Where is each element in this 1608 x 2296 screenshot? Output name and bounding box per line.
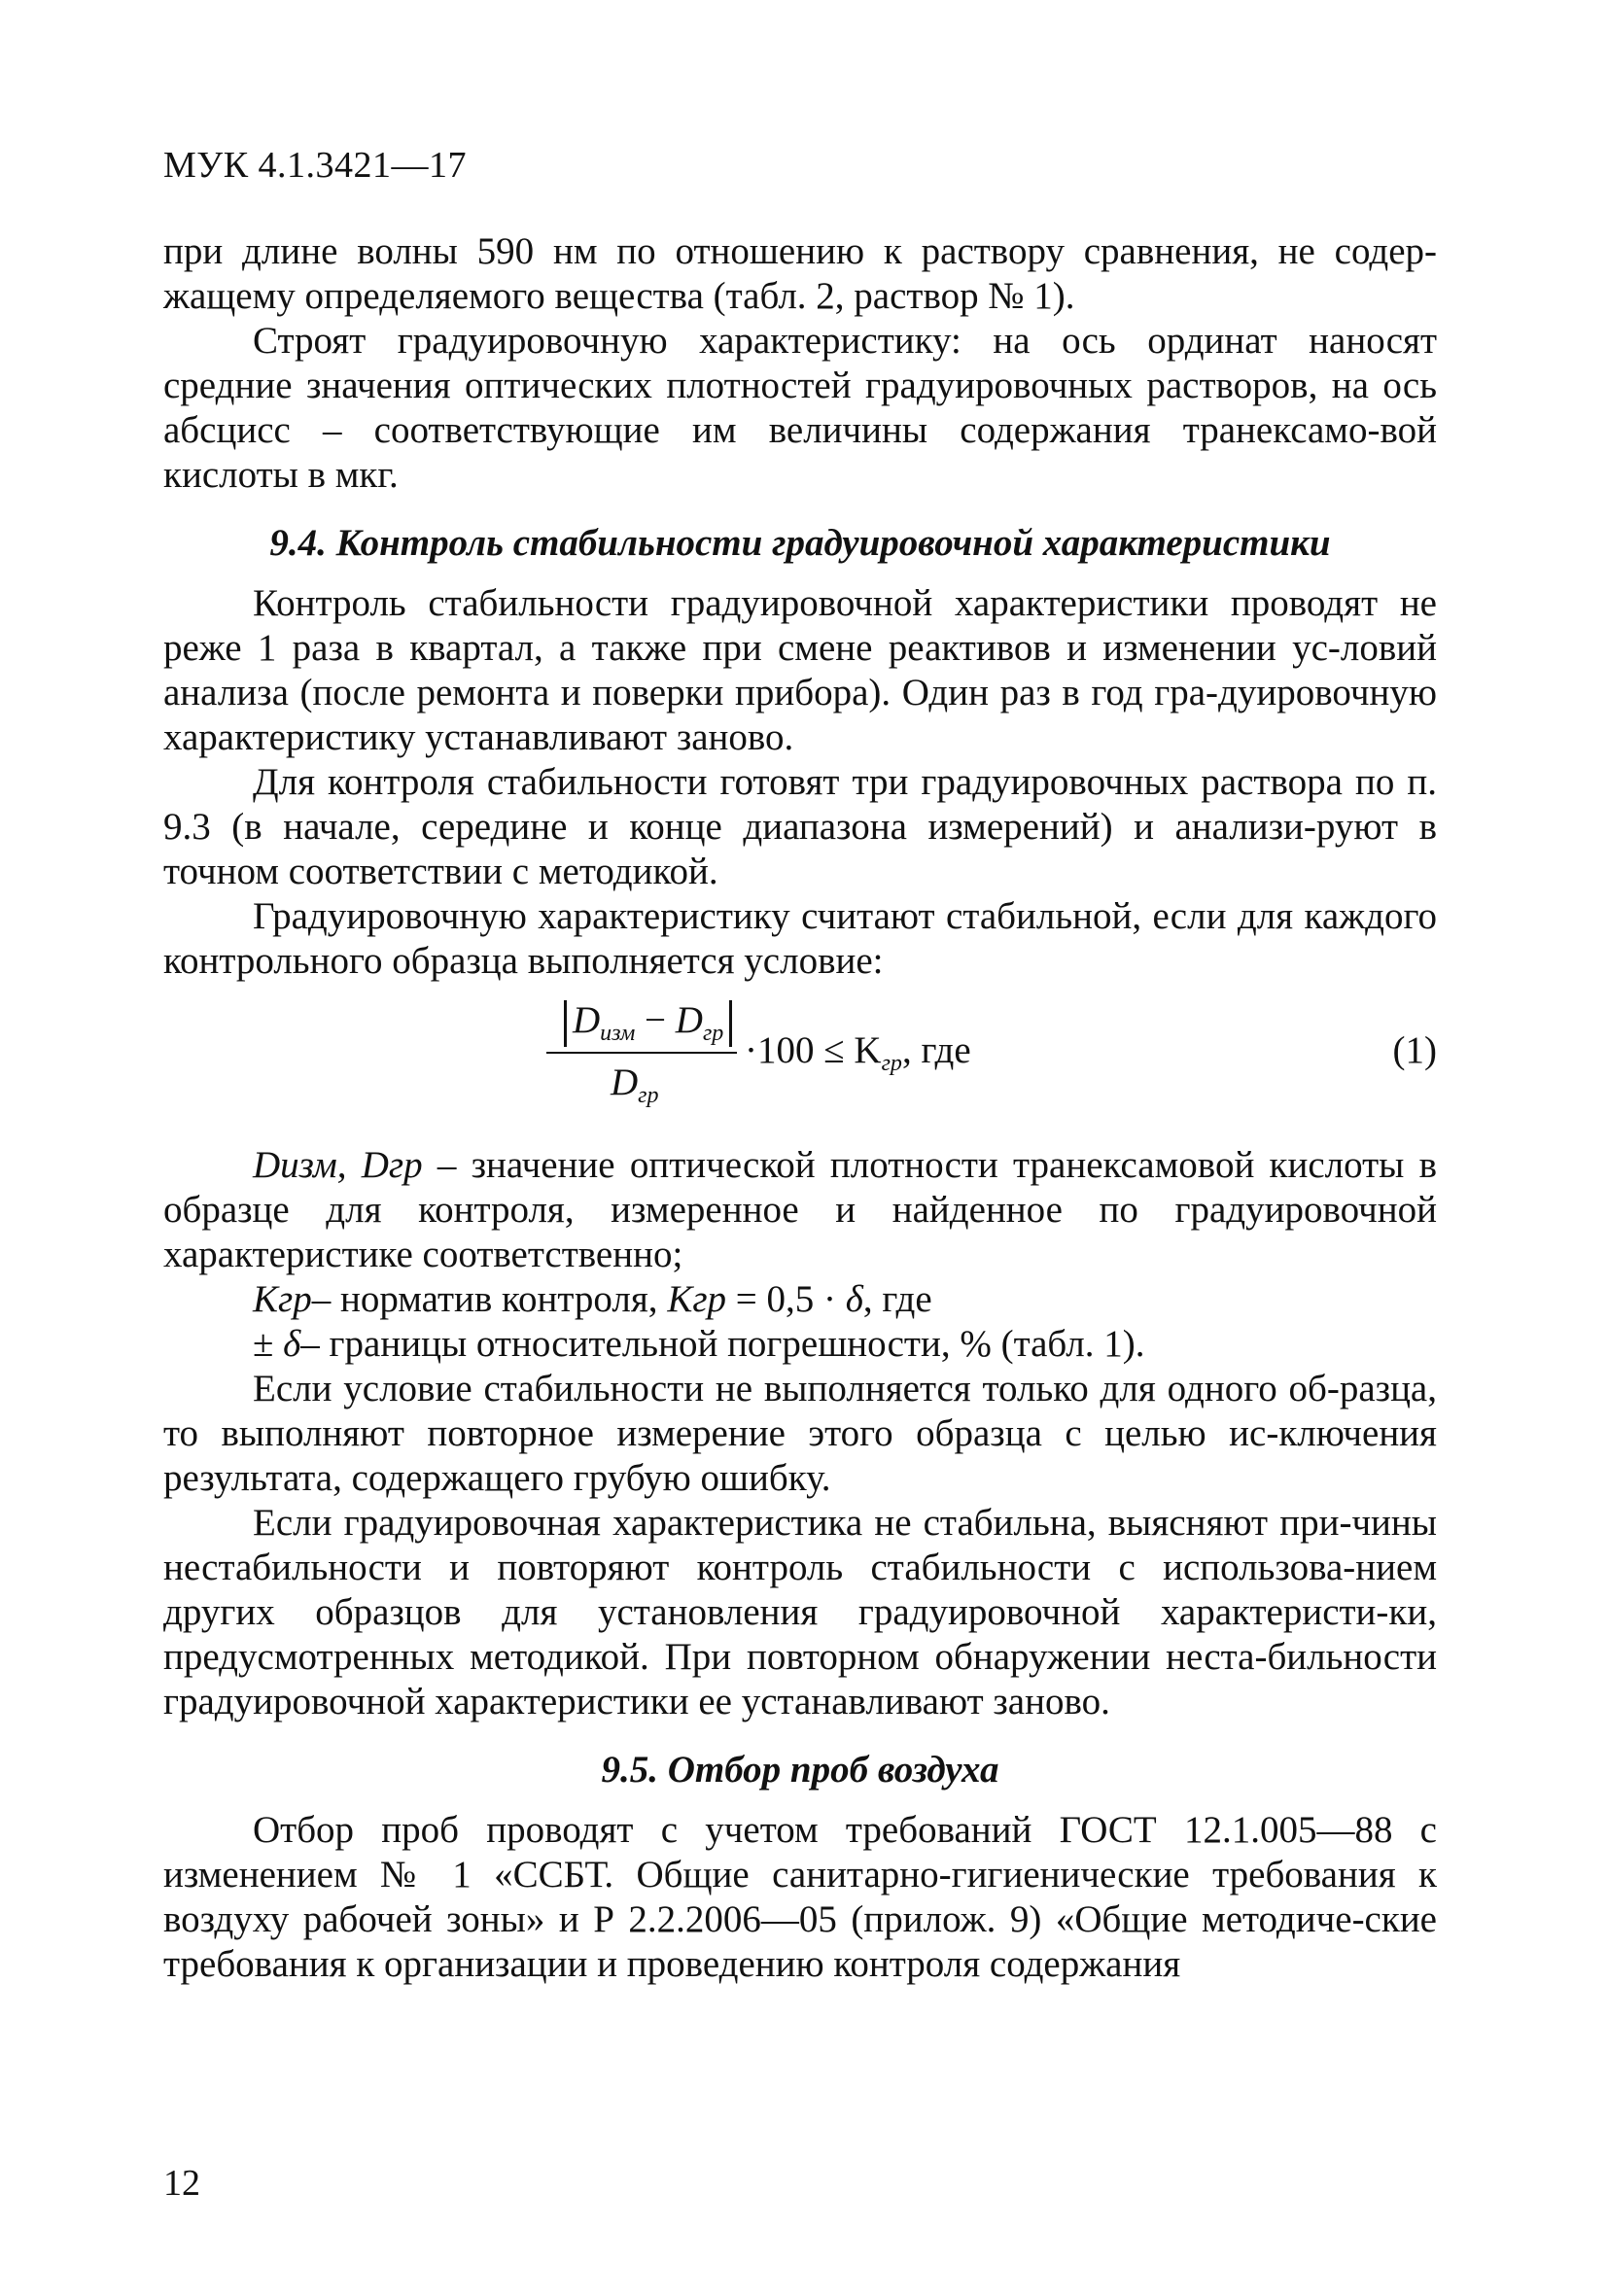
paragraph: Строят градуировочную характеристику: на ось ординат наносят средние значения оптических плотностей градуировочных растворов, на ось абсцисс – соответствующие им величины содержания транексамо-вой кислоты в мкг. [163,320,1437,496]
definition-delta: ± δ– границы относительной погрешности, % (табл. 1). [253,1323,1145,1365]
formula-fraction [546,990,752,1112]
definition-d: Dизм, Dгр – значение оптической плотности транексамовой кислоты в образце для контроля, измеренное и найденное по градуировочной характеристике соответственно; [163,1144,1437,1275]
stability-formula [546,990,1091,1135]
formula-denominator: $D_{гр}$ [611,1061,659,1108]
paragraph: Отбор проб проводят с учетом требований ГОСТ 12.1.005—88 с изменением № 1 «ССБТ. Общие санитарно-гигиенические требования к воздуху рабочей зоны» и Р 2.2.2006—05 (прилож. 9) «Общие методиче-ские требования к организации и проведению контроля содержания [163,1809,1437,1985]
formula-numerator: $D_{изм} - D_{гр}$ [546,990,752,1052]
page-number: 12 [163,2163,200,2204]
section-heading-9-4: 9.4. Контроль стабильности градуировочной характеристики [269,522,1331,564]
formula-block [163,990,1437,1135]
paragraph: при длине волны 590 нм по отношению к раствору сравнения, не содер-жащему определяемого вещества (табл. 2, раствор № 1). [163,230,1437,317]
paragraph: Градуировочную характеристику считают стабильной, если для каждого контрольного образца выполняется условие: [163,895,1437,982]
paragraph: Если градуировочная характеристика не стабильна, выясняют при-чины нестабильности и повторяют контроль стабильности с использова-нием других образцов для установления градуировочной характеристи-ки, предусмотренных методикой. При повторном обнаружении неста-бильности градуировочной характеристики ее устанавливают заново. [163,1502,1437,1722]
body-text [163,229,1437,1987]
equation-number: (1) [1392,1029,1437,1071]
definition-k: Kгр– норматив контроля, Kгр = 0,5 · δ, где [253,1278,932,1320]
section-heading-9-5: 9.5. Отбор проб воздуха [601,1749,999,1791]
paragraph: Для контроля стабильности готовят три градуировочных раствора по п. 9.3 (в начале, середине и конце диапазона измерений) и анализи-руют в точном соответствии с методикой. [163,761,1437,892]
paragraph: Если условие стабильности не выполняется только для одного об-разца, то выполняют повторное измерение этого образца с целью ис-ключения результата, содержащего грубую ошибку. [163,1368,1437,1499]
running-header: МУК 4.1.3421—17 [163,145,468,186]
formula-right-side: $\cdot 100 \le K_{гр}$, где [745,1029,971,1076]
paragraph: Контроль стабильности градуировочной характеристики проводят не реже 1 раза в квартал, а также при смене реактивов и изменении ус-ловий анализа (после ремонта и поверки прибора). Один раз в год гра-дуировочную характеристику устанавливают заново. [163,582,1437,758]
